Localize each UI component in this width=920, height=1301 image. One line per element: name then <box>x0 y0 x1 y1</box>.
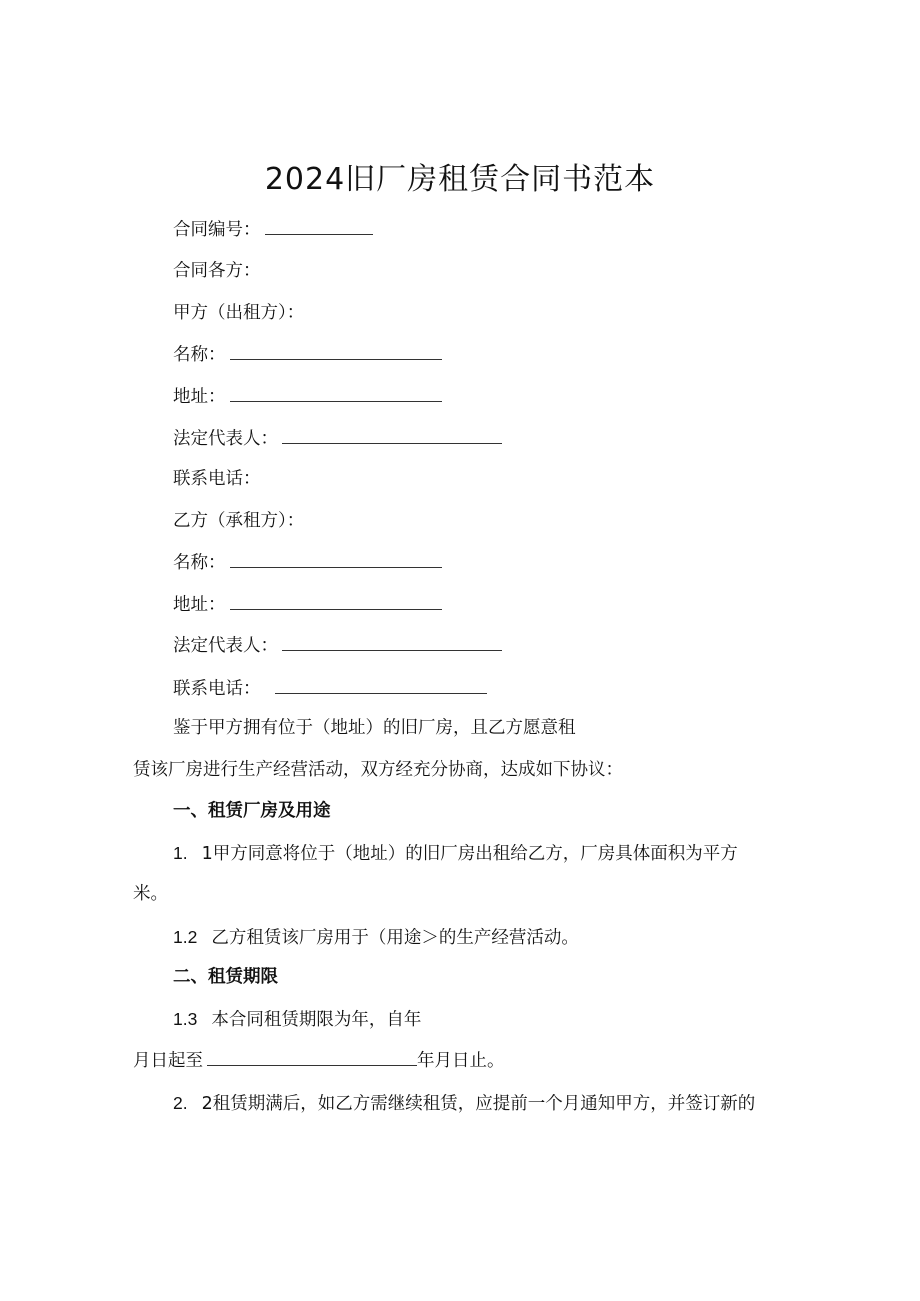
preamble-line-1: 鉴于甲方拥有位于（地址）的旧厂房，且乙方愿意租 <box>173 718 576 738</box>
clause-1-3-end-date-text: 年月日止。 <box>417 1051 505 1071</box>
party-b-address-blank <box>230 592 442 610</box>
contract-number-blank <box>265 217 373 235</box>
party-a-name-label: 名称： <box>173 345 226 365</box>
party-a-address-blank <box>230 384 442 402</box>
section-1-title: 一、租赁厂房及用途 <box>173 801 331 821</box>
party-b-rep-label: 法定代表人： <box>173 636 278 656</box>
party-b-rep-row <box>173 633 502 658</box>
party-a-rep-blank <box>282 426 502 444</box>
document-title: 2024旧厂房租赁合同书范本 <box>264 162 656 197</box>
party-a-address-row <box>173 384 442 409</box>
clause-1-3 <box>173 1007 421 1032</box>
preamble-line-2: 赁该厂房进行生产经营活动，双方经充分协商，达成如下协议： <box>133 760 623 780</box>
party-b-phone-label: 联系电话： <box>173 679 261 699</box>
contract-number-label: 合同编号： <box>173 220 261 240</box>
clause-1-1 <box>173 841 738 866</box>
party-b-name-label: 名称： <box>173 553 226 573</box>
party-b-phone-row <box>173 676 487 701</box>
party-a-address-label: 地址： <box>173 387 226 407</box>
clause-1-1-text: 1甲方同意将位于（地址）的旧厂房出租给乙方，厂房具体面积为平方 <box>201 844 738 864</box>
party-b-label: 乙方（承租方）： <box>173 511 305 531</box>
party-b-address-row <box>173 592 442 617</box>
party-a-rep-label: 法定代表人： <box>173 429 278 449</box>
clause-1-2-text: 乙方租赁该厂房用于（用途＞的生产经营活动。 <box>211 928 579 948</box>
party-a-rep-row <box>173 426 502 451</box>
clause-1-1-number: 1. <box>173 843 188 863</box>
clause-1-3-start-date-text: 月日起至 <box>133 1051 203 1071</box>
clause-1-1-continuation: 米。 <box>133 884 168 904</box>
party-a-label: 甲方（出租方）： <box>173 303 305 323</box>
clause-1-3-text: 本合同租赁期限为年，自年 <box>211 1010 422 1030</box>
party-b-name-row <box>173 550 442 575</box>
party-b-rep-blank <box>282 633 502 651</box>
clause-1-3-blank <box>207 1048 417 1066</box>
party-a-phone-label: 联系电话： <box>173 469 261 489</box>
section-2-title: 二、租赁期限 <box>173 967 278 987</box>
party-b-phone-blank <box>275 676 487 694</box>
party-b-address-label: 地址： <box>173 595 226 615</box>
clause-1-3-number: 1.3 <box>173 1009 198 1029</box>
clause-2-2-number: 2. <box>173 1093 188 1113</box>
parties-label: 合同各方： <box>173 261 261 281</box>
clause-1-3-continuation <box>133 1048 505 1073</box>
contract-number-row <box>173 217 373 242</box>
clause-1-2 <box>173 925 579 950</box>
party-a-name-blank <box>230 342 442 360</box>
clause-1-2-number: 1.2 <box>173 927 198 947</box>
party-a-name-row <box>173 342 442 367</box>
party-b-name-blank <box>230 550 442 568</box>
clause-2-2-text: 2租赁期满后，如乙方需继续租赁，应提前一个月通知甲方，并签订新的 <box>201 1094 756 1114</box>
clause-2-2 <box>173 1091 755 1116</box>
